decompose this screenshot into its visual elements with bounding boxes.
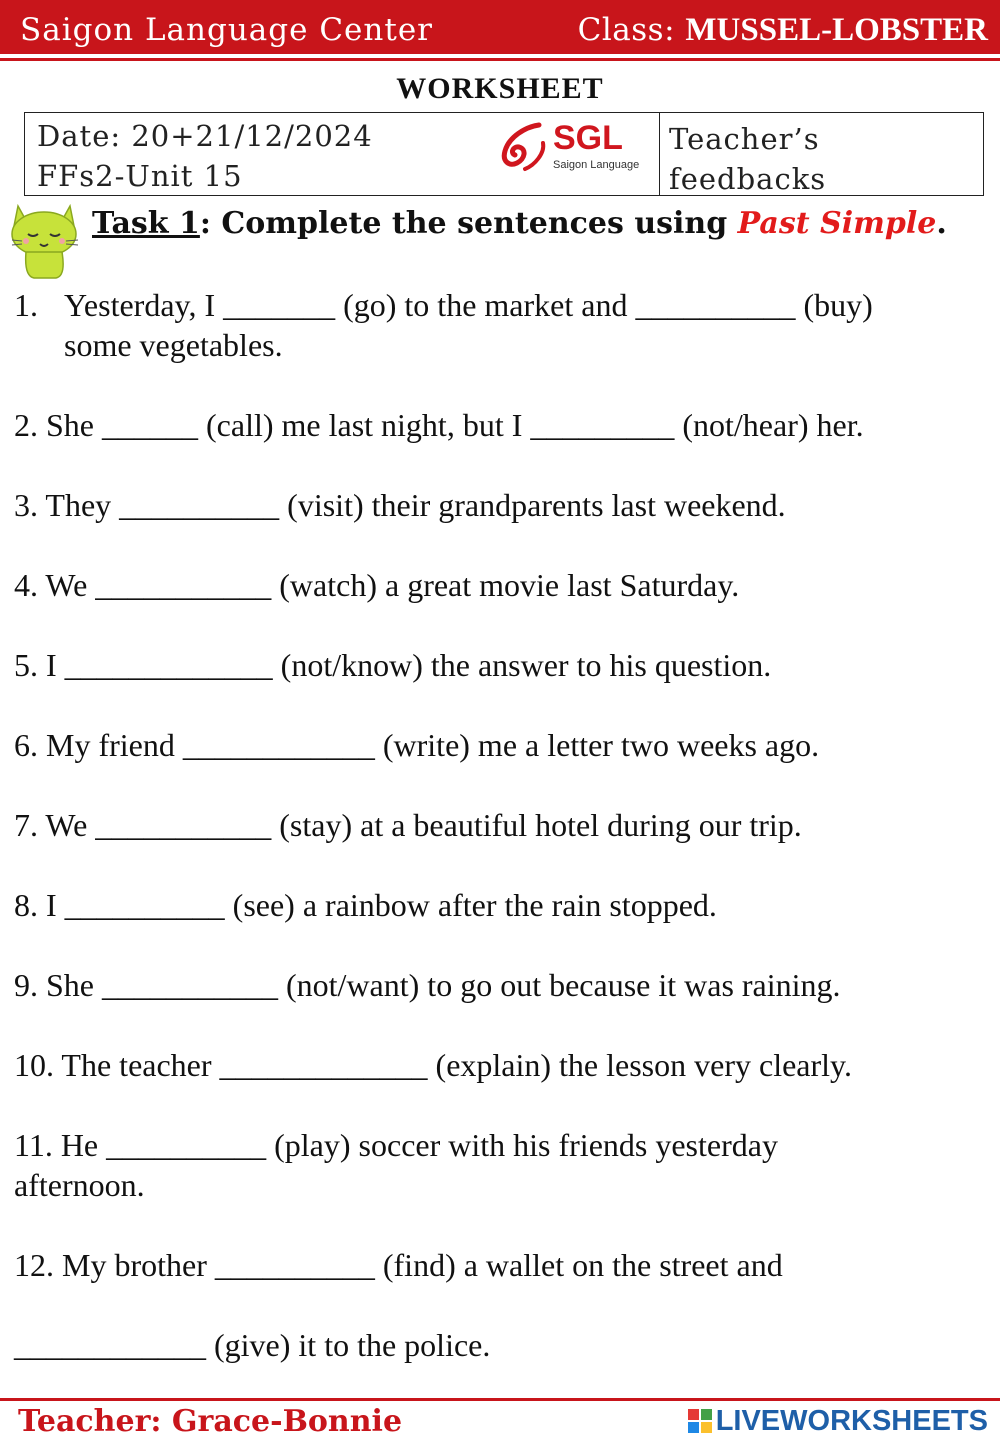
worksheet-title: WORKSHEET (396, 72, 604, 105)
sentence-item: 9. She ___________ (not/want) to go out because it was raining. (14, 967, 841, 1003)
class-label: Class: (577, 12, 676, 48)
feedback-line-1: Teacher’s (669, 122, 820, 156)
class-info (578, 12, 988, 49)
sentence-item: 8. I __________ (see) a rainbow after the rain stopped. (14, 887, 717, 923)
task-highlight: Past Simple (737, 206, 937, 241)
sentence-item: 10. The teacher _____________ (explain) the lesson very clearly. (14, 1047, 852, 1083)
teacher-feedback (669, 119, 826, 199)
unit-text: FFs2-Unit 15 (37, 159, 243, 193)
sentence-item: 7. We ___________ (stay) at a beautiful hotel during our trip. (14, 807, 802, 843)
sentence-item: 6. My friend ____________ (write) me a letter two weeks ago. (14, 727, 820, 763)
date-text: Date: 20+21/12/2024 (37, 119, 373, 153)
info-left-cell (25, 113, 660, 195)
header-rule (0, 58, 1000, 61)
sentence-item: 5. I _____________ (not/know) the answer to his question. (14, 647, 772, 683)
info-box (24, 112, 984, 196)
sgl-logo (495, 119, 650, 181)
feedback-line-2: feedbacks (669, 162, 827, 196)
sentence-text: Yesterday, I _______ (go) to the market and __________ (buy) (64, 287, 873, 323)
task-text: : Complete the sentences using (199, 206, 738, 241)
sentence-item: 2. She ______ (call) me last night, but I _________ (not/hear) her. (14, 407, 864, 443)
sentence-continuation: afternoon. (14, 1167, 145, 1203)
liveworksheets-brand (688, 1404, 988, 1438)
center-name: Saigon Language Center (20, 12, 433, 48)
task-label: Task 1 (92, 206, 200, 241)
task-instruction (92, 206, 947, 241)
class-name: MUSSEL-LOBSTER (685, 12, 988, 48)
brand-name: LIVEWORKSHEETS (715, 1404, 988, 1437)
sentence-item: 4. We ___________ (watch) a great movie last Saturday. (14, 567, 740, 603)
sgl-swoosh-icon (495, 119, 555, 179)
sentence-continuation: some vegetables. (64, 327, 283, 363)
sentence-item: 3. They __________ (visit) their grandparents last weekend. (14, 487, 786, 523)
sentence-text: 11. He __________ (play) soccer with his friends yesterday (14, 1127, 778, 1163)
header-bar (0, 0, 1000, 54)
logo-subtext: Saigon Language (553, 159, 640, 171)
sentence-number: 1. (14, 287, 38, 323)
sentence-item (14, 285, 873, 365)
logo-text: SGL (553, 119, 623, 157)
sentence-item: 12. My brother __________ (find) a wallet on the street and (14, 1247, 783, 1283)
task-end: . (936, 206, 947, 241)
footer-rule (0, 1398, 1000, 1401)
sentence-item (14, 1125, 778, 1205)
liveworksheets-logo-icon (688, 1409, 712, 1433)
sentence-item: ____________ (give) it to the police. (14, 1327, 491, 1363)
teacher-name: Teacher: Grace-Bonnie (18, 1404, 403, 1439)
cat-mascot-icon (4, 200, 86, 280)
